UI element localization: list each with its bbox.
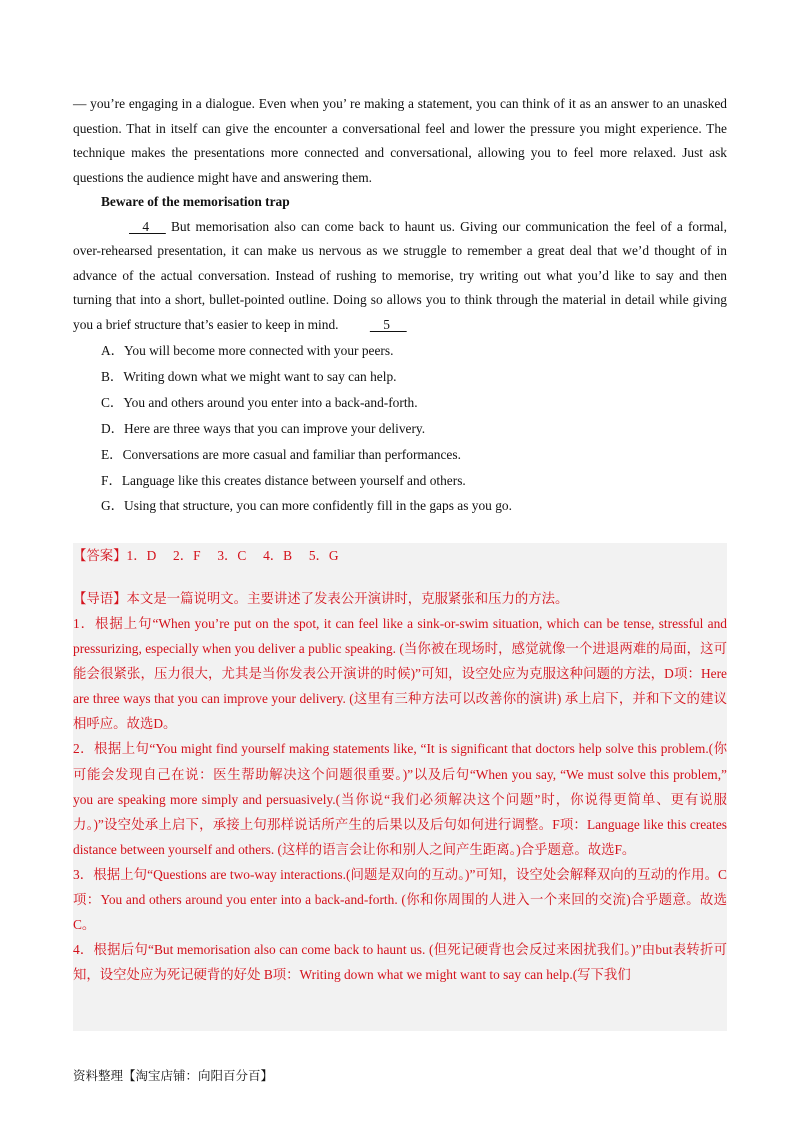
- passage-paragraph-1: — you’re engaging in a dialogue. Even when you’ re making a statement, you can think of it as an answer to an unasked question. That in itself can give the encounter a conversational feel and lower the pressure you might experience. The technique makes the presentations more connected and conversational, allowing you to feel more relaxed. Just ask questions the audience might have and answering them.: [73, 96, 727, 185]
- option-d: D．Here are three ways that you can improve your delivery.: [101, 420, 426, 436]
- paragraph-2-text: But memorisation also can come back to haunt us. Giving our communication the feel of a formal, over-rehearsed presentation, it can make us nervous as we struggle to remember a great deal that we’d thought of in advance of the actual conversation. Instead of rushing to memorise, try writing out what you’d like to say and then turning that into a short, bullet-pointed outline. Doing so allows you to think through the material in detail while giving you a brief structure that’s easier to keep in mind.: [73, 218, 727, 332]
- explanation-3: 3．根据上句“Questions are two-way interactions.(问题是双向的互动。)”可知，设空处会解释双向的互动的作用。C项：You and others around you enter into a back-and-forth. (你和你周围的人进入一个来回的交流)合乎题意。故选C。: [73, 866, 727, 933]
- passage: [73, 92, 727, 519]
- option-c: C．You and others around you enter into a back-and-forth.: [101, 394, 418, 410]
- answer-key: 【答案】1．D 2．F 3．C 4．B 5．G: [73, 548, 339, 563]
- option-f: F．Language like this creates distance between yourself and others.: [101, 472, 466, 488]
- passage-paragraph-2: [73, 215, 727, 338]
- option-g: G．Using that structure, you can more confidently fill in the gaps as you go.: [101, 498, 512, 514]
- options-list: [73, 338, 727, 519]
- page-footer: 资料整理【淘宝店铺：向阳百分百】: [73, 1068, 274, 1083]
- blank-4: 4: [129, 218, 166, 234]
- option-a: A．You will become more connected with your peers.: [101, 343, 394, 358]
- explanation-1: 1．根据上句“When you’re put on the spot, it can feel like a sink-or-swim situation, which can be tense, stressful and pressurizing, especially when you deliver a public speaking. (当你被在现场时，感觉就像一个进退两难的局面，这可能会很紧张，压力很大，尤其是当你发表公开演讲的时候)”可知，设空处应为克服这种问题的方法，D项：Here are three ways that you can improve your delivery. (这里有三种方法可以改善你的演讲) 承上启下，并和下文的建议相呼应。故选D。: [73, 616, 727, 732]
- option-b: B．Writing down what we might want to say can help.: [101, 368, 397, 384]
- answer-guide: 【导语】本文是一篇说明文。主要讲述了发表公开演讲时，克服紧张和压力的方法。: [73, 591, 569, 606]
- section-heading: Beware of the memorisation trap: [101, 194, 290, 209]
- option-e: E．Conversations are more casual and familiar than performances.: [101, 446, 461, 462]
- explanation-2: 2．根据上句“You might find yourself making statements like, “It is significant that doctors help solve this problem.(你可能会发现自己在说：医生帮助解决这个问题很重要。)”以及后句“When you say, “We must solve this problem,” you are speaking more simply and persuasively.(当你说“我们必须解决这个问题”时，你说得更简单、更有说服力。)”设空处承上启下，承接上句那样说话所产生的后果以及后句如何进行调整。F项：Language like this creates distance between yourself and others. (这样的语言会让你和别人之间产生距离。)合乎题意。故选F。: [73, 741, 727, 857]
- blank-5: 5: [369, 316, 407, 332]
- explanation-4: 4．根据后句“But memorisation also can come back to haunt us. (但死记硬背也会反过来困扰我们。)”由but表转折可知，设空处应为死记硬背的好处 B项：Writing down what we might want to say can help.(写下我们: [73, 942, 727, 983]
- answer-section: [73, 543, 727, 1031]
